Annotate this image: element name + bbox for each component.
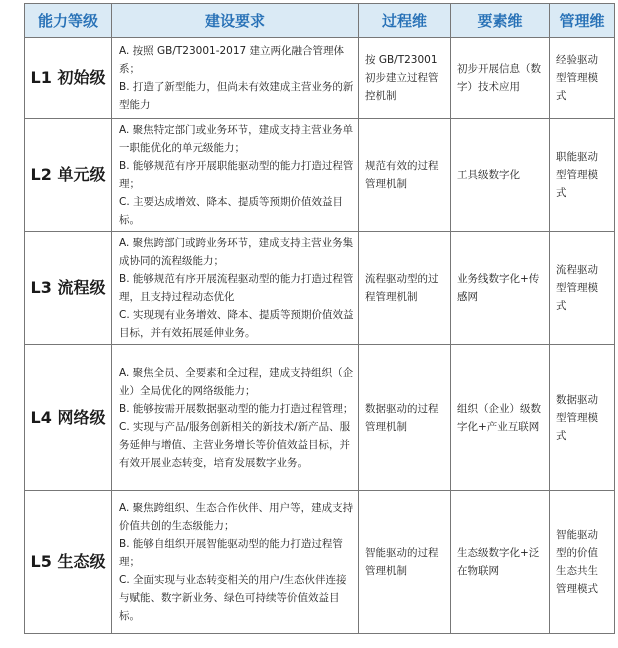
requirement-item: B. 能够规范有序开展职能驱动型的能力打造过程管理； (119, 160, 354, 190)
header-process: 过程维 (359, 4, 451, 38)
element-cell: 工具级数字化 (451, 119, 550, 232)
requirement-item: C. 全面实现与业态转变相关的用户/生态伙伴连接与赋能、数字新业务、绿色可持续等价值效益目标。 (119, 574, 347, 622)
requirement-item: B. 打造了新型能力，但尚未有效建成主营业务的新型能力 (119, 81, 354, 111)
process-cell: 按 GB/T23001 初步建立过程管控机制 (359, 38, 451, 119)
requirements-cell (112, 119, 359, 232)
header-row (25, 4, 615, 38)
requirement-item: A. 聚焦跨部门或跨业务环节，建成支持主营业务集成协同的流程级能力； (119, 237, 354, 267)
element-cell: 初步开展信息（数字）技术应用 (451, 38, 550, 119)
requirement-item: A. 按照 GB/T23001-2017 建立两化融合管理体系； (119, 45, 345, 75)
requirement-item: C. 实现与产品/服务创新相关的新技术/新产品、服务延伸与增值、主营业务增长等价值效益目标，并有效开展业态转变，培育发展数字业务。 (119, 420, 351, 469)
header-element: 要素维 (451, 4, 550, 38)
requirement-item: A. 聚焦全员、全要素和全过程，建成支持组织（企业）全局优化的网络级能力； (119, 366, 354, 397)
header-requirements: 建设要求 (112, 4, 359, 38)
management-cell: 智能驱动型的价值生态共生管理模式 (550, 491, 615, 634)
process-cell: 智能驱动的过程管理机制 (359, 491, 451, 634)
header-level: 能力等级 (25, 4, 112, 38)
process-cell: 数据驱动的过程管理机制 (359, 345, 451, 491)
management-cell: 流程驱动型管理模式 (550, 232, 615, 345)
requirement-item: C. 主要达成增效、降本、提质等预期价值效益目标。 (119, 196, 344, 226)
level-cell: L1 初始级 (25, 38, 112, 119)
process-cell: 规范有效的过程管理机制 (359, 119, 451, 232)
process-cell: 流程驱动型的过程管理机制 (359, 232, 451, 345)
table-row-l2 (25, 119, 615, 232)
requirement-item: A. 聚焦特定部门或业务环节，建成支持主营业务单一职能优化的单元级能力； (119, 124, 354, 154)
table-row-l3 (25, 232, 615, 345)
header-management: 管理维 (550, 4, 615, 38)
table-row-l1 (25, 38, 615, 119)
management-cell: 数据驱动型管理模式 (550, 345, 615, 491)
table-row-l4 (25, 345, 615, 491)
requirement-item: C. 实现现有业务增效、降本、提质等预期价值效益目标，并有效拓展延伸业务。 (119, 309, 354, 339)
level-cell: L4 网络级 (25, 345, 112, 491)
table-row-l5 (25, 491, 615, 634)
requirement-item: B. 能够自组织开展智能驱动型的能力打造过程管理； (119, 538, 343, 568)
element-cell: 组织（企业）级数字化+产业互联网 (451, 345, 550, 491)
capability-level-table (24, 3, 615, 634)
requirements-cell (112, 491, 359, 634)
requirements-cell (112, 232, 359, 345)
requirement-item: B. 能够规范有序开展流程驱动型的能力打造过程管理，且支持过程动态优化 (119, 273, 354, 303)
requirements-cell (112, 38, 359, 119)
requirements-cell (112, 345, 359, 491)
requirement-item: B. 能够按需开展数据驱动型的能力打造过程管理； (119, 402, 354, 415)
requirement-item: A. 聚焦跨组织、生态合作伙伴、用户等，建成支持价值共创的生态级能力； (119, 502, 354, 532)
management-cell: 职能驱动型管理模式 (550, 119, 615, 232)
element-cell: 业务线数字化+传感网 (451, 232, 550, 345)
level-cell: L2 单元级 (25, 119, 112, 232)
level-cell: L5 生态级 (25, 491, 112, 634)
element-cell: 生态级数字化+泛在物联网 (451, 491, 550, 634)
management-cell: 经验驱动型管理模式 (550, 38, 615, 119)
level-cell: L3 流程级 (25, 232, 112, 345)
